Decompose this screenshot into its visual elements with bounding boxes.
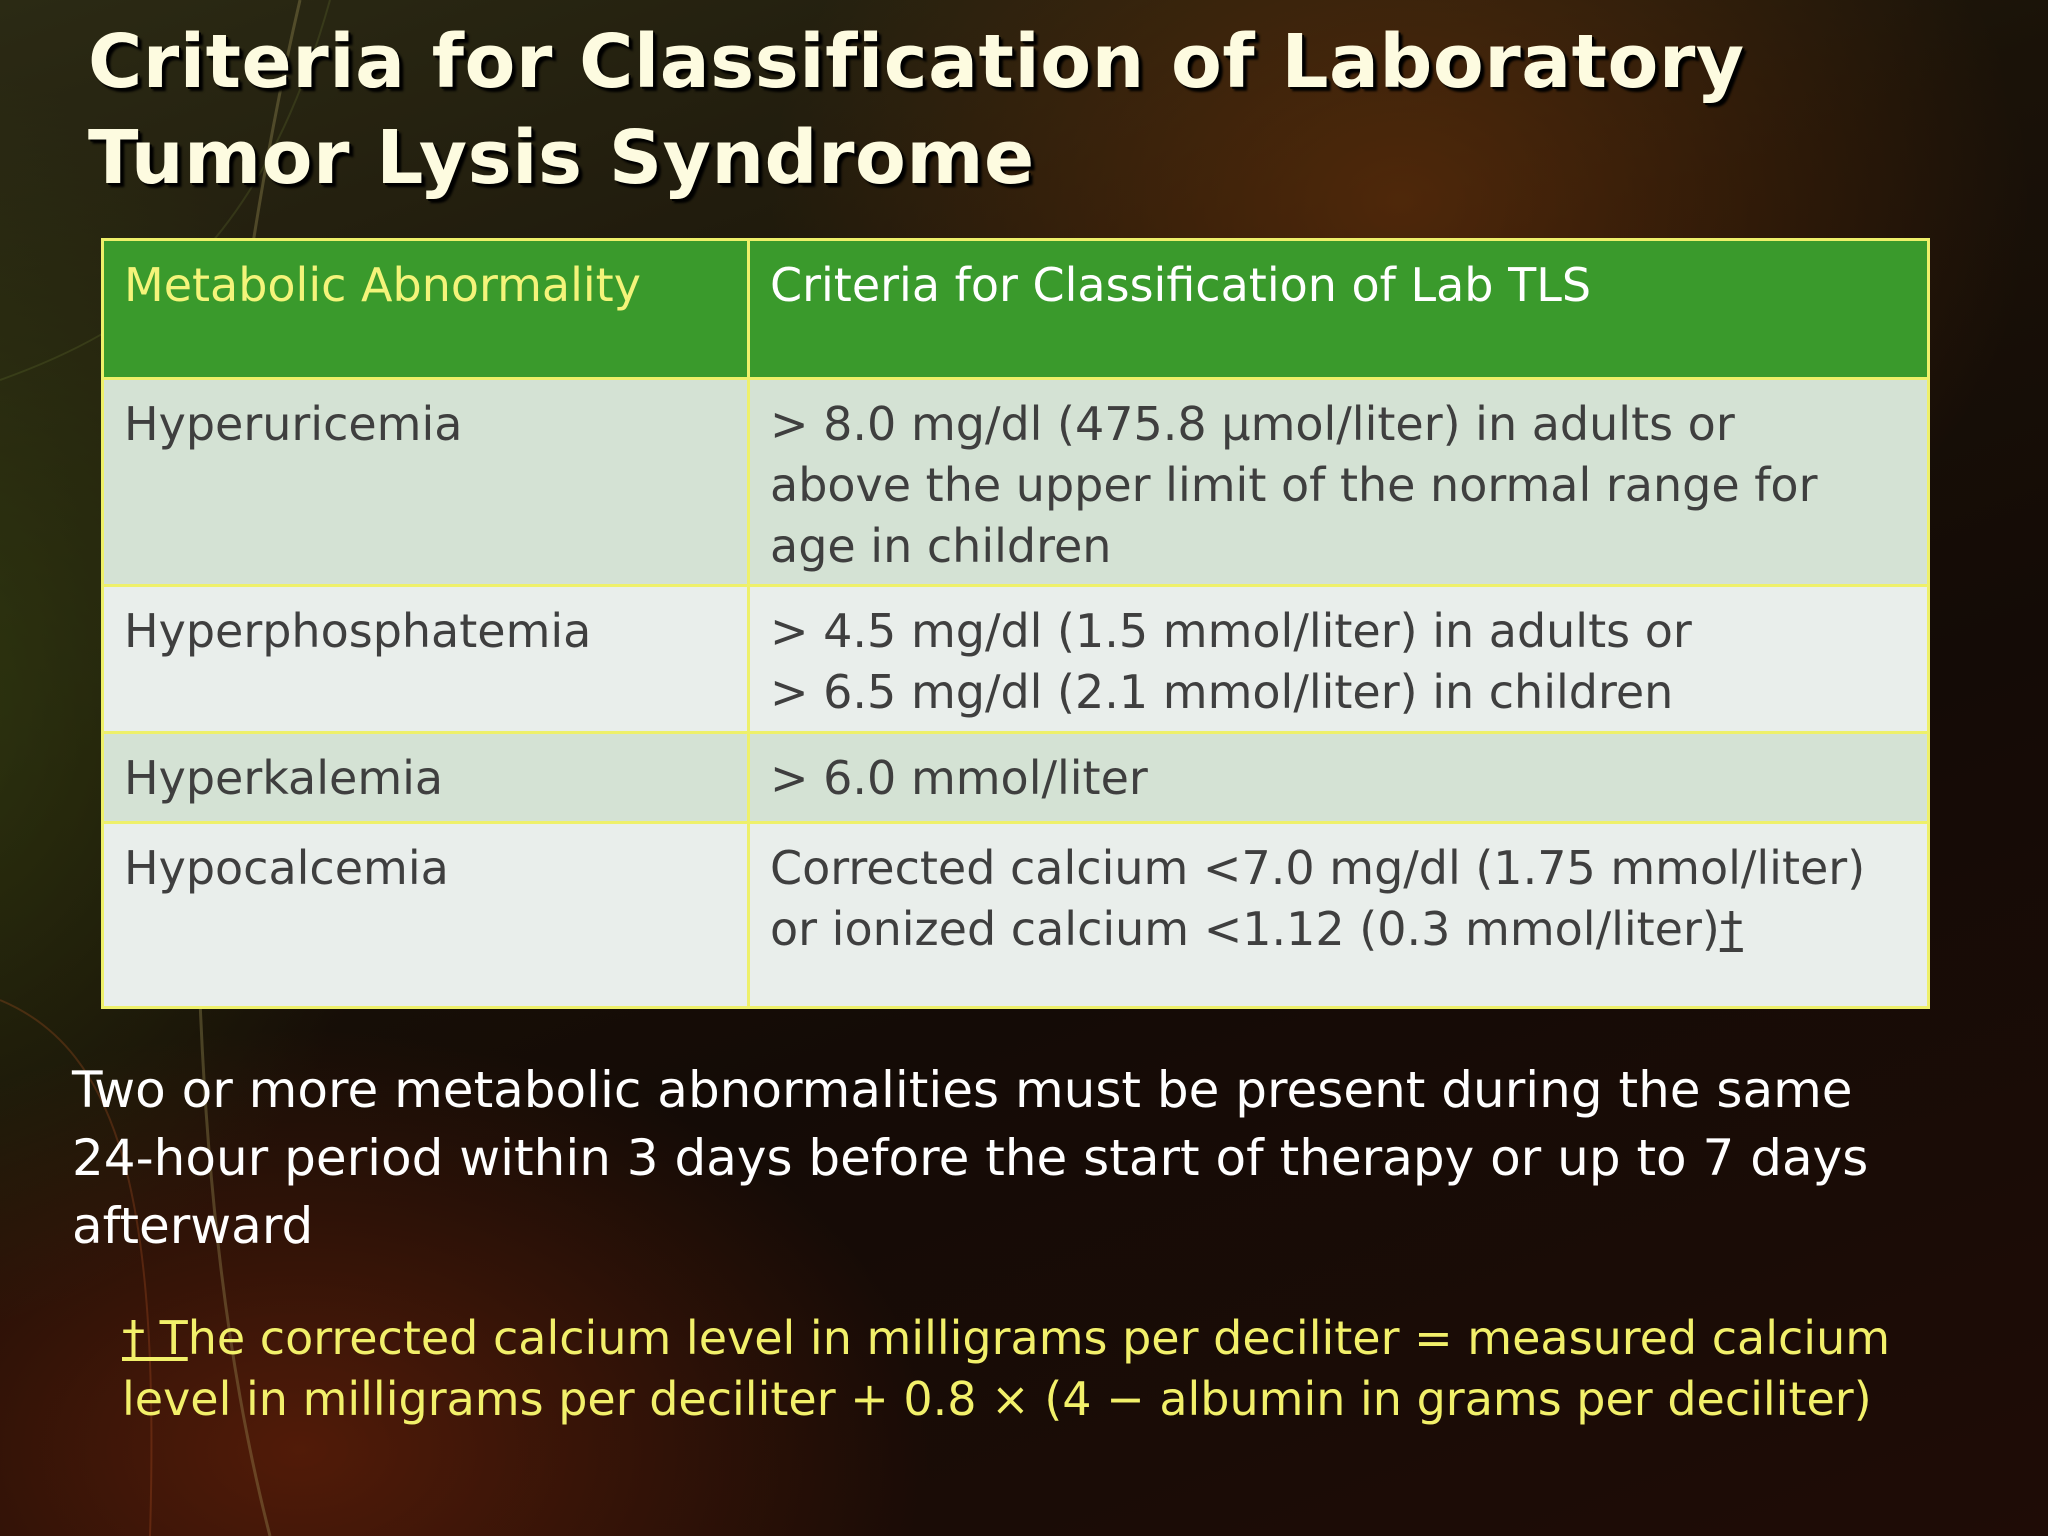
- criteria-table: [101, 238, 1930, 1009]
- slide-title-line-1: Criteria for Classification of Laboratory: [88, 19, 1745, 105]
- table-row: [103, 823, 1929, 1008]
- abnormality-cell: Hypocalcemia: [103, 823, 749, 1008]
- criteria-cell: [749, 379, 1929, 586]
- criteria-line: above the upper limit of the normal range for: [770, 458, 1818, 512]
- table-row: [103, 379, 1929, 586]
- abnormality-cell: Hyperkalemia: [103, 733, 749, 823]
- table-header-row: [103, 240, 1929, 379]
- slide-title-line-2: Tumor Lysis Syndrome: [88, 115, 1035, 201]
- footnote-line-2: level in milligrams per deciliter + 0.8 × (4 − albumin in grams per deciliter): [122, 1372, 1872, 1426]
- table-row: [103, 586, 1929, 733]
- note-line-2: 24-hour period within 3 days before the start of therapy or up to 7 days: [72, 1129, 1869, 1187]
- calcium-footnote: [122, 1308, 2002, 1430]
- abnormality-cell: Hyperuricemia: [103, 379, 749, 586]
- note-line-1: Two or more metabolic abnormalities must be present during the same: [72, 1061, 1853, 1119]
- footnote-line-1: he corrected calcium level in milligrams per deciliter = measured calcium: [187, 1311, 1891, 1365]
- criteria-line: > 8.0 mg/dl (475.8 μmol/liter) in adults or: [770, 397, 1735, 451]
- criteria-cell: [749, 586, 1929, 733]
- criteria-cell: [749, 823, 1929, 1008]
- table-row: [103, 733, 1929, 823]
- note-line-3: afterward: [72, 1197, 314, 1255]
- criteria-line: age in children: [770, 519, 1112, 573]
- criteria-line-text: or ionized calcium <1.12 (0.3 mmol/liter): [770, 902, 1720, 956]
- slide-title: [88, 14, 1988, 206]
- criteria-cell: [749, 733, 1929, 823]
- criteria-line: > 6.0 mmol/liter: [770, 751, 1148, 805]
- criteria-line: > 4.5 mg/dl (1.5 mmol/liter) in adults or: [770, 604, 1692, 658]
- footnote-dagger-marker[interactable]: † T: [122, 1311, 188, 1365]
- criteria-line: > 6.5 mg/dl (2.1 mmol/liter) in children: [770, 665, 1674, 719]
- criteria-line: [770, 899, 1909, 960]
- header-metabolic-abnormality: Metabolic Abnormality: [103, 240, 749, 379]
- dagger-footnote-link[interactable]: †: [1719, 902, 1743, 956]
- abnormality-cell: Hyperphosphatemia: [103, 586, 749, 733]
- header-criteria: Criteria for Classification of Lab TLS: [749, 240, 1929, 379]
- criteria-line: Corrected calcium <7.0 mg/dl (1.75 mmol/liter): [770, 841, 1866, 895]
- criteria-note: [72, 1056, 1992, 1260]
